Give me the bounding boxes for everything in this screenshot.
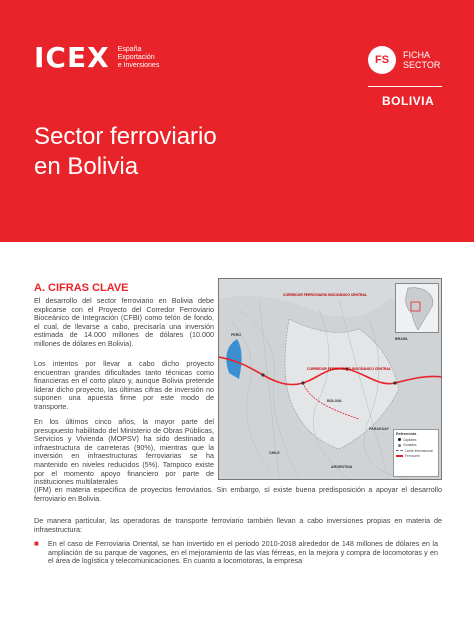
country-label-bolivia: BOLIVIA xyxy=(327,399,342,403)
capital-dot-icon xyxy=(398,438,401,441)
icex-logo[interactable] xyxy=(34,41,160,74)
logo-sub-line: Exportación xyxy=(117,54,155,61)
legend-title: Referencias xyxy=(396,432,417,436)
legend-label: Ferrocarril xyxy=(405,454,420,459)
legend-label: Capitales xyxy=(403,437,417,442)
railway-map xyxy=(218,278,442,480)
paragraph-3-continued: (IFM) en materia específica de proyectos ferroviarios. Sin embargo, sí existe buena predisposición a apoyar el desarrollo ferroviario en Bolivia. xyxy=(34,485,442,503)
logo-subtitle xyxy=(118,46,160,70)
railway-line-icon xyxy=(396,455,403,457)
legend-label: Límite Internacional xyxy=(405,448,433,453)
country-label-chile: CHILE xyxy=(269,451,280,455)
page-title xyxy=(34,122,334,182)
ficha-sector-label xyxy=(403,50,440,70)
logo-mark: ICEX xyxy=(34,41,110,74)
title-line: en Bolivia xyxy=(34,153,139,180)
legend-item xyxy=(396,443,436,447)
country-label-argentina: ARGENTINA xyxy=(331,465,353,469)
legend-item xyxy=(396,454,436,458)
section-title: A. CIFRAS CLAVE xyxy=(34,282,129,294)
badge-line: FICHA xyxy=(403,50,430,60)
city-dot-icon xyxy=(398,444,401,447)
paragraph-3: En los últimos cinco años, la mayor parte del presupuesto habilitado del Ministerio de Obras Públicas, Servicios y Vivienda (MOPSV) ha sido destinado a infraestructura de carreteras (90%), mientras que la inversión en infraestructuras ferroviarias se ha mantenido en niveles reducidos (5%). Tampoco existe por el momento apoyo financiero por parte de instituciones multilaterales xyxy=(34,417,214,487)
country-label-paraguay: PARAGUAY xyxy=(369,427,389,431)
country-label-brasil: BRASIL xyxy=(395,337,409,341)
bullet-icon: ■ xyxy=(34,539,39,548)
route-caption: CORREDOR FERROVIARIO BIOCEÁNICO CENTRAL xyxy=(307,367,392,371)
paragraph-2: Los intentos por llevar a cabo dicho proyecto encuentran grandes dificultades tanto técnicas como financieras en el corto plazo y, aunque Bolivia pretende liderar dicho proyecto, las últimas cifras de inversión no suponen una apuesta firme por este modo de transporte. xyxy=(34,359,214,411)
legend-item xyxy=(396,438,436,442)
legend-label: Ciudades xyxy=(403,443,417,448)
legend-item xyxy=(396,449,436,453)
header-banner xyxy=(0,0,474,242)
fs-badge-icon: FS xyxy=(368,46,396,74)
inset-graphic xyxy=(396,284,440,334)
title-line: Sector ferroviario xyxy=(34,123,217,150)
logo-sub-line: e Inversiones xyxy=(117,62,160,69)
badge-line: SECTOR xyxy=(403,60,441,70)
route-caption: CORREDOR FERROVIARIO BIOCEÁNICO CENTRAL xyxy=(283,293,368,297)
paragraph-1: El desarrollo del sector ferroviario en Bolivia debe explicarse con el Proyecto del Corredor Ferroviario Bioceánico de Integración (CFBI) como telón de fondo, el cual, de llevarse a cabo, precisaría una inversión estimada de 14.000 millones de dólares (10.000 millones de dólares en Bolivia). xyxy=(34,296,214,348)
border-line-icon xyxy=(396,450,403,451)
map-legend xyxy=(393,429,439,477)
logo-sub-line: España xyxy=(117,46,142,53)
south-america-inset-map xyxy=(395,283,439,333)
country-label-peru: PERÚ xyxy=(231,333,241,337)
paragraph-4: De manera particular, las operadoras de transporte ferroviario también llevan a cabo inversiones propias en materia de infraestructura: xyxy=(34,516,442,534)
header-divider xyxy=(368,86,442,87)
bullet-text: En el caso de Ferroviaria Oriental, se han invertido en el periodo 2010-2018 alrededor de 148 millones de dólares en la ampliación de su parque de vagones, en el mejoramiento de las vías férreas, en la mejora y compra de locomotoras y en el área de logística y telecomunicaciones. En cuanto a locomotoras, la empresa xyxy=(48,539,438,566)
country-label: BOLIVIA xyxy=(382,94,435,108)
bullet-item xyxy=(34,540,442,566)
